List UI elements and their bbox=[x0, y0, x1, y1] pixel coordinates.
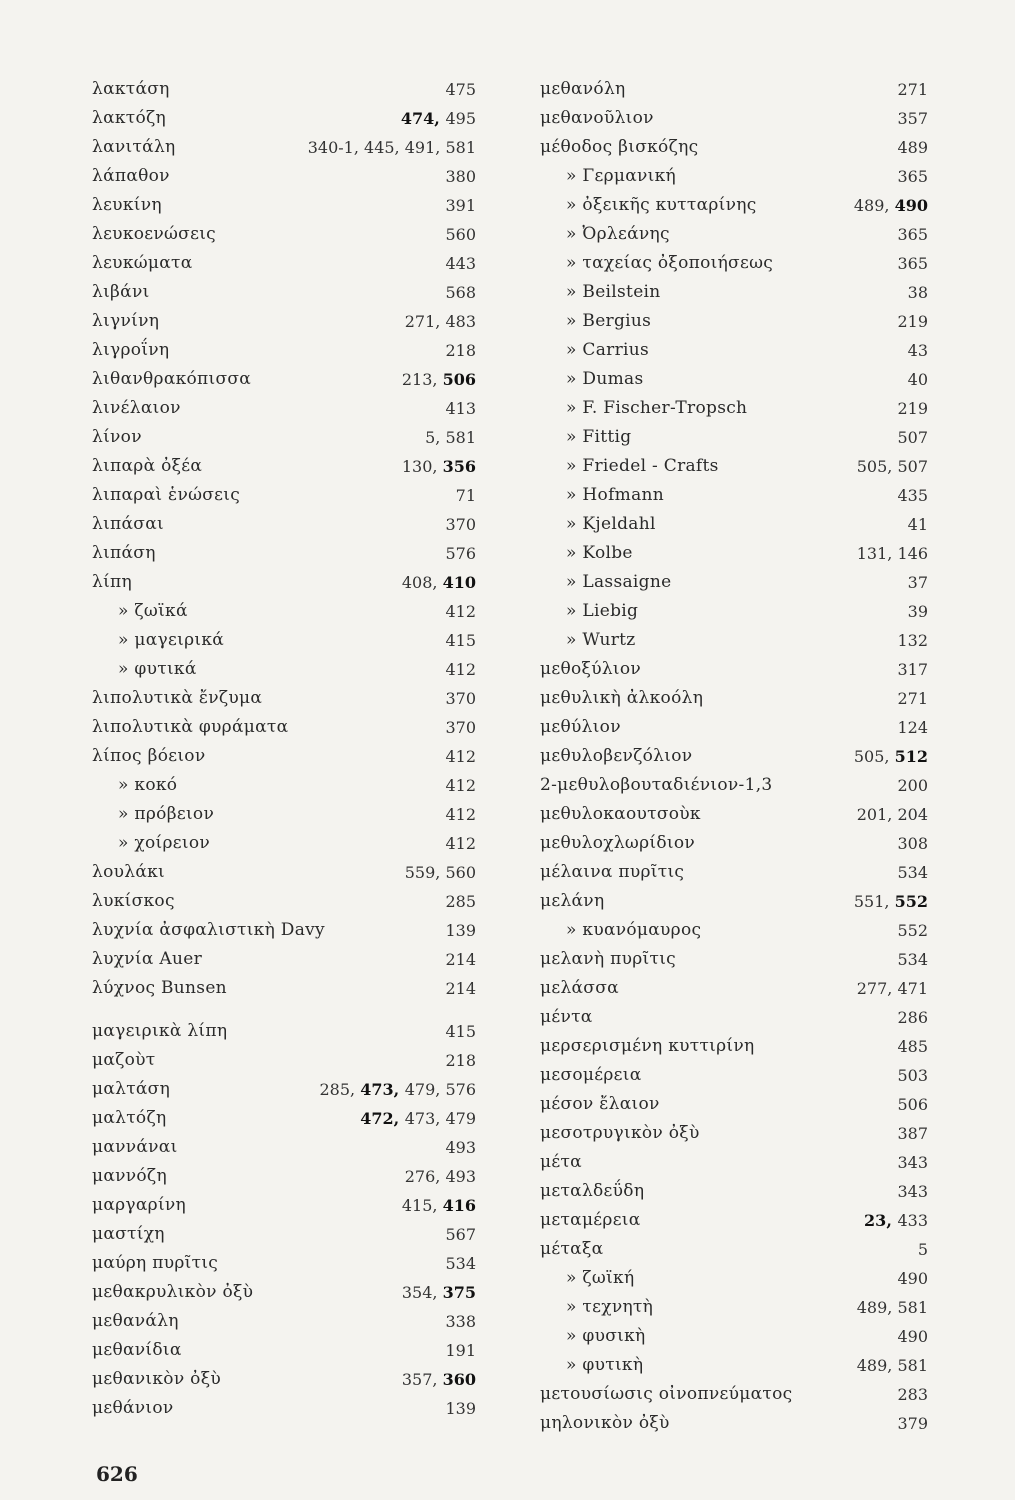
index-pages: 218 bbox=[445, 1051, 476, 1070]
index-pages: 41 bbox=[907, 515, 928, 534]
index-pages: 485 bbox=[897, 1037, 928, 1056]
index-entry bbox=[92, 795, 476, 824]
index-entry bbox=[540, 911, 928, 940]
index-term: μηλονικὸν ὀξὺ bbox=[540, 1413, 670, 1433]
index-term: » Beilstein bbox=[566, 282, 661, 302]
index-entry bbox=[540, 1085, 928, 1114]
index-entry bbox=[540, 447, 928, 476]
index-pages: 560 bbox=[445, 225, 476, 244]
index-pages: 489, 490 bbox=[853, 196, 928, 215]
index-term: μεθακρυλικὸν ὀξὺ bbox=[92, 1282, 254, 1302]
index-pages: 218 bbox=[445, 341, 476, 360]
index-entry bbox=[540, 969, 928, 998]
index-entry bbox=[540, 505, 928, 534]
index-term: λίπη bbox=[92, 572, 132, 592]
index-term: λύχνος Bunsen bbox=[92, 978, 227, 998]
index-term: λουλάκι bbox=[92, 862, 165, 882]
index-entry bbox=[540, 1346, 928, 1375]
index-term: μέσον ἔλαιον bbox=[540, 1094, 660, 1114]
index-term: μέθοδος βισκόζης bbox=[540, 137, 699, 157]
index-entry bbox=[92, 563, 476, 592]
index-entry bbox=[540, 940, 928, 969]
index-term: μεθυλοκαουτσοὺκ bbox=[540, 804, 701, 824]
index-term: λιπαραὶ ἑνώσεις bbox=[92, 485, 241, 505]
index-term: μεταμέρεια bbox=[540, 1210, 641, 1230]
index-entry bbox=[540, 1143, 928, 1172]
index-term: μέντα bbox=[540, 1007, 593, 1027]
index-term: λευκώματα bbox=[92, 253, 193, 273]
index-entry bbox=[92, 737, 476, 766]
index-entry bbox=[92, 273, 476, 302]
index-entry bbox=[540, 679, 928, 708]
index-entry bbox=[540, 99, 928, 128]
index-term: λιπάση bbox=[92, 543, 156, 563]
index-entry bbox=[92, 853, 476, 882]
index-entry bbox=[540, 244, 928, 273]
index-pages: 131, 146 bbox=[856, 544, 928, 563]
index-pages: 200 bbox=[897, 776, 928, 795]
index-entry bbox=[540, 1259, 928, 1288]
index-entry bbox=[540, 128, 928, 157]
index-term: » ζωϊκά bbox=[118, 601, 188, 621]
index-term: μεθανικὸν ὀξὺ bbox=[92, 1369, 222, 1389]
index-entry bbox=[92, 447, 476, 476]
index-term: » Liebig bbox=[566, 601, 639, 621]
index-term: μέταξα bbox=[540, 1239, 604, 1259]
index-term: » φυτικὴ bbox=[566, 1355, 644, 1375]
index-term: » κυανόμαυρος bbox=[566, 920, 702, 940]
index-entry bbox=[92, 1389, 476, 1418]
index-term: μαύρη πυρῖτις bbox=[92, 1253, 219, 1273]
index-term: » Wurtz bbox=[566, 630, 636, 650]
index-pages: 365 bbox=[897, 254, 928, 273]
index-entry bbox=[92, 766, 476, 795]
index-pages: 505, 512 bbox=[853, 747, 928, 766]
index-pages: 413 bbox=[445, 399, 476, 418]
index-entry bbox=[540, 1317, 928, 1346]
index-entry bbox=[92, 186, 476, 215]
index-pages: 489 bbox=[897, 138, 928, 157]
index-entry bbox=[540, 186, 928, 215]
index-pages: 534 bbox=[897, 863, 928, 882]
index-entry bbox=[92, 1215, 476, 1244]
index-pages: 43 bbox=[907, 341, 928, 360]
index-pages: 271 bbox=[897, 80, 928, 99]
index-pages: 559, 560 bbox=[404, 863, 476, 882]
index-pages: 551, 552 bbox=[853, 892, 928, 911]
index-pages: 139 bbox=[445, 1399, 476, 1418]
index-entry bbox=[92, 99, 476, 128]
index-pages: 435 bbox=[897, 486, 928, 505]
index-pages: 40 bbox=[907, 370, 928, 389]
index-term: » μαγειρικά bbox=[118, 630, 225, 650]
index-term: μέτα bbox=[540, 1152, 582, 1172]
index-term: 2-μεθυλοβουταδιένιον-1,3 bbox=[540, 775, 773, 795]
index-entry bbox=[540, 157, 928, 186]
index-pages: 338 bbox=[445, 1312, 476, 1331]
index-entry bbox=[92, 534, 476, 563]
index-pages: 343 bbox=[897, 1153, 928, 1172]
index-pages: 443 bbox=[445, 254, 476, 273]
index-entry bbox=[540, 1056, 928, 1085]
index-entry bbox=[540, 650, 928, 679]
index-entry bbox=[92, 1070, 476, 1099]
index-term: μεθανόλη bbox=[540, 79, 626, 99]
index-entry bbox=[92, 215, 476, 244]
index-pages: 370 bbox=[445, 689, 476, 708]
index-pages: 343 bbox=[897, 1182, 928, 1201]
index-pages: 357, 360 bbox=[401, 1370, 476, 1389]
index-entry bbox=[540, 360, 928, 389]
index-term: μαργαρίνη bbox=[92, 1195, 187, 1215]
index-entry bbox=[540, 824, 928, 853]
index-pages: 415, 416 bbox=[401, 1196, 476, 1215]
index-term: » κοκό bbox=[118, 775, 178, 795]
index-term: » Hofmann bbox=[566, 485, 665, 505]
index-term: λιπαρὰ ὀξέα bbox=[92, 456, 203, 476]
index-term: λιθανθρακόπισσα bbox=[92, 369, 252, 389]
index-pages: 37 bbox=[907, 573, 928, 592]
index-pages: 534 bbox=[897, 950, 928, 969]
index-term: λευκοενώσεις bbox=[92, 224, 216, 244]
index-pages: 308 bbox=[897, 834, 928, 853]
index-term: μελανὴ πυρῖτις bbox=[540, 949, 676, 969]
index-term: λιβάνι bbox=[92, 282, 150, 302]
index-entry bbox=[92, 824, 476, 853]
index-entry bbox=[92, 1128, 476, 1157]
index-entry bbox=[540, 273, 928, 302]
index-pages: 285 bbox=[445, 892, 476, 911]
index-term: » Bergius bbox=[566, 311, 652, 331]
index-pages: 38 bbox=[907, 283, 928, 302]
index-pages: 219 bbox=[897, 312, 928, 331]
index-entry bbox=[540, 795, 928, 824]
index-entry bbox=[540, 708, 928, 737]
index-entry bbox=[92, 592, 476, 621]
index-entry bbox=[540, 331, 928, 360]
index-entry bbox=[540, 1201, 928, 1230]
index-term: λιπολυτικὰ ἔνζυμα bbox=[92, 688, 263, 708]
index-term: μαλτόζη bbox=[92, 1108, 167, 1128]
index-pages: 507 bbox=[897, 428, 928, 447]
index-entry bbox=[540, 1114, 928, 1143]
index-entry bbox=[92, 1099, 476, 1128]
index-term: μεθανίδια bbox=[92, 1340, 182, 1360]
index-pages: 472, 473, 479 bbox=[360, 1109, 476, 1128]
index-pages: 277, 471 bbox=[856, 979, 928, 998]
index-entry bbox=[540, 215, 928, 244]
index-entry bbox=[92, 911, 476, 940]
index-pages: 132 bbox=[897, 631, 928, 650]
index-term: λιπολυτικὰ φυράματα bbox=[92, 717, 289, 737]
index-pages: 503 bbox=[897, 1066, 928, 1085]
index-pages: 276, 493 bbox=[404, 1167, 476, 1186]
index-entry bbox=[92, 882, 476, 911]
index-pages: 567 bbox=[445, 1225, 476, 1244]
index-term: λακτόζη bbox=[92, 108, 167, 128]
index-entry bbox=[92, 1302, 476, 1331]
index-pages: 139 bbox=[445, 921, 476, 940]
index-pages: 271 bbox=[897, 689, 928, 708]
index-entry bbox=[540, 302, 928, 331]
index-pages: 489, 581 bbox=[856, 1298, 928, 1317]
index-pages: 357 bbox=[897, 109, 928, 128]
index-pages: 412 bbox=[445, 776, 476, 795]
index-pages: 534 bbox=[445, 1254, 476, 1273]
index-pages: 23, 433 bbox=[864, 1211, 928, 1230]
index-term: λακτάση bbox=[92, 79, 170, 99]
index-term: μεθάνιον bbox=[92, 1398, 174, 1418]
index-entry bbox=[540, 534, 928, 563]
index-term: μεθοξύλιον bbox=[540, 659, 642, 679]
index-pages: 214 bbox=[445, 950, 476, 969]
index-term: λυκίσκος bbox=[92, 891, 175, 911]
index-term: μεθυλοχλωρίδιον bbox=[540, 833, 696, 853]
index-term: » Fittig bbox=[566, 427, 632, 447]
index-pages: 286 bbox=[897, 1008, 928, 1027]
index-term: μαζοὺτ bbox=[92, 1050, 156, 1070]
index-term: » F. Fischer-Tropsch bbox=[566, 398, 748, 418]
index-entry bbox=[540, 418, 928, 447]
index-pages: 493 bbox=[445, 1138, 476, 1157]
index-entry bbox=[540, 737, 928, 766]
index-pages: 201, 204 bbox=[856, 805, 928, 824]
page-number: 626 bbox=[96, 1462, 138, 1486]
index-term: μαστίχη bbox=[92, 1224, 165, 1244]
index-term: μεθυλικὴ ἀλκοόλη bbox=[540, 688, 704, 708]
index-entry bbox=[92, 418, 476, 447]
index-term: λιγνίνη bbox=[92, 311, 160, 331]
index-pages: 490 bbox=[897, 1327, 928, 1346]
index-term: μαλτάση bbox=[92, 1079, 171, 1099]
index-entry bbox=[92, 679, 476, 708]
index-term: » Dumas bbox=[566, 369, 644, 389]
index-pages: 506 bbox=[897, 1095, 928, 1114]
index-entry bbox=[92, 157, 476, 186]
index-term: λάπαθον bbox=[92, 166, 170, 186]
index-entry bbox=[92, 128, 476, 157]
index-pages: 317 bbox=[897, 660, 928, 679]
index-term: » φυσικὴ bbox=[566, 1326, 646, 1346]
index-term: » Friedel - Crafts bbox=[566, 456, 719, 476]
index-term: μερσερισμένη κυττιρίνη bbox=[540, 1036, 755, 1056]
index-pages: 39 bbox=[907, 602, 928, 621]
index-entry bbox=[92, 650, 476, 679]
index-pages: 365 bbox=[897, 167, 928, 186]
index-term: » τεχνητὴ bbox=[566, 1297, 654, 1317]
index-entry bbox=[540, 1288, 928, 1317]
index-pages: 387 bbox=[897, 1124, 928, 1143]
index-entry bbox=[540, 592, 928, 621]
index-pages: 412 bbox=[445, 602, 476, 621]
index-term: μαννόζη bbox=[92, 1166, 167, 1186]
index-pages: 505, 507 bbox=[856, 457, 928, 476]
index-term: μαγειρικὰ λίπη bbox=[92, 1021, 228, 1041]
index-pages: 576 bbox=[445, 544, 476, 563]
index-pages: 71 bbox=[455, 486, 476, 505]
index-term: » ὀξεικῆς κυτταρίνης bbox=[566, 195, 757, 215]
index-term: μεσοτρυγικὸν ὀξὺ bbox=[540, 1123, 700, 1143]
index-term: μελάνη bbox=[540, 891, 605, 911]
index-entry bbox=[540, 882, 928, 911]
index-pages: 475 bbox=[445, 80, 476, 99]
index-pages: 412 bbox=[445, 834, 476, 853]
index-entry bbox=[92, 244, 476, 273]
index-pages: 354, 375 bbox=[401, 1283, 476, 1302]
index-pages: 412 bbox=[445, 660, 476, 679]
index-term: » Kjeldahl bbox=[566, 514, 656, 534]
index-term: » φυτικά bbox=[118, 659, 197, 679]
index-entry bbox=[540, 621, 928, 650]
index-term: » Lassaigne bbox=[566, 572, 672, 592]
index-pages: 412 bbox=[445, 805, 476, 824]
index-entry bbox=[92, 621, 476, 650]
index-term: » Carrius bbox=[566, 340, 650, 360]
index-term: μετουσίωσις οἰνοπνεύματος bbox=[540, 1384, 793, 1404]
index-pages: 412 bbox=[445, 747, 476, 766]
index-term: μελάσσα bbox=[540, 978, 619, 998]
index-term: μέλαινα πυρῖτις bbox=[540, 862, 685, 882]
index-entry bbox=[92, 70, 476, 99]
index-entry bbox=[92, 1360, 476, 1389]
index-term: μεθύλιον bbox=[540, 717, 621, 737]
index-entry bbox=[92, 1273, 476, 1302]
index-entry bbox=[540, 766, 928, 795]
index-entry bbox=[92, 331, 476, 360]
index-pages: 5, 581 bbox=[425, 428, 476, 447]
index-term: λυχνία ἀσφαλιστικὴ Davy bbox=[92, 920, 325, 940]
index-entry bbox=[92, 1041, 476, 1070]
index-term: » πρόβειον bbox=[118, 804, 215, 824]
index-entry bbox=[92, 1331, 476, 1360]
index-pages: 214 bbox=[445, 979, 476, 998]
index-pages: 408, 410 bbox=[401, 573, 476, 592]
index-term: μεθανοῦλιον bbox=[540, 108, 654, 128]
index-pages: 391 bbox=[445, 196, 476, 215]
index-entry bbox=[540, 1375, 928, 1404]
index-term: λίπος βόειον bbox=[92, 746, 206, 766]
index-term: λίνον bbox=[92, 427, 142, 447]
index-term: μεθανάλη bbox=[92, 1311, 179, 1331]
index-entry bbox=[92, 476, 476, 505]
index-pages: 271, 483 bbox=[404, 312, 476, 331]
index-pages: 379 bbox=[897, 1414, 928, 1433]
index-term: λυχνία Auer bbox=[92, 949, 203, 969]
index-pages: 489, 581 bbox=[856, 1356, 928, 1375]
index-term: μεταλδεΰδη bbox=[540, 1181, 645, 1201]
index-pages: 213, 506 bbox=[401, 370, 476, 389]
index-entry bbox=[540, 476, 928, 505]
index-pages: 5 bbox=[917, 1240, 928, 1259]
index-pages: 365 bbox=[897, 225, 928, 244]
index-pages: 370 bbox=[445, 515, 476, 534]
index-entry bbox=[540, 389, 928, 418]
index-pages: 285, 473, 479, 576 bbox=[319, 1080, 476, 1099]
index-term: μαννάναι bbox=[92, 1137, 178, 1157]
index-entry bbox=[92, 360, 476, 389]
index-pages: 490 bbox=[897, 1269, 928, 1288]
index-term: » Kolbe bbox=[566, 543, 633, 563]
index-entry bbox=[540, 1404, 928, 1433]
index-entry bbox=[540, 563, 928, 592]
index-term: » ταχείας ὀξοποιήσεως bbox=[566, 253, 774, 273]
index-term: λινέλαιον bbox=[92, 398, 181, 418]
index-term: μεσομέρεια bbox=[540, 1065, 642, 1085]
index-term: λιπάσαι bbox=[92, 514, 164, 534]
index-term: » Ὀρλεάνης bbox=[566, 224, 670, 244]
index-pages: 474, 495 bbox=[400, 109, 476, 128]
index-entry bbox=[92, 708, 476, 737]
index-pages: 340-1, 445, 491, 581 bbox=[307, 138, 476, 157]
index-pages: 191 bbox=[445, 1341, 476, 1360]
index-term: » ζωϊκή bbox=[566, 1268, 635, 1288]
index-entry bbox=[540, 853, 928, 882]
index-entry bbox=[92, 1244, 476, 1273]
index-term: λανιτάλη bbox=[92, 137, 176, 157]
index-pages: 130, 356 bbox=[401, 457, 476, 476]
index-pages: 283 bbox=[897, 1385, 928, 1404]
index-pages: 552 bbox=[897, 921, 928, 940]
index-pages: 124 bbox=[897, 718, 928, 737]
index-term: λιγροΐνη bbox=[92, 340, 170, 360]
index-entry bbox=[92, 1012, 476, 1041]
index-term: λευκίνη bbox=[92, 195, 162, 215]
index-pages: 380 bbox=[445, 167, 476, 186]
index-entry bbox=[92, 1157, 476, 1186]
index-column-left bbox=[92, 70, 476, 1418]
index-entry bbox=[540, 1230, 928, 1259]
index-entry bbox=[540, 1172, 928, 1201]
index-entry bbox=[92, 969, 476, 998]
index-pages: 568 bbox=[445, 283, 476, 302]
index-entry bbox=[540, 998, 928, 1027]
index-entry bbox=[92, 302, 476, 331]
index-term: » Γερμανική bbox=[566, 166, 677, 186]
index-entry bbox=[92, 1186, 476, 1215]
index-entry bbox=[92, 940, 476, 969]
index-entry bbox=[92, 389, 476, 418]
index-pages: 370 bbox=[445, 718, 476, 737]
index-pages: 219 bbox=[897, 399, 928, 418]
index-entry bbox=[540, 1027, 928, 1056]
index-term: μεθυλοβενζόλιον bbox=[540, 746, 693, 766]
index-term: » χοίρειον bbox=[118, 833, 211, 853]
index-pages: 415 bbox=[445, 631, 476, 650]
index-entry bbox=[540, 70, 928, 99]
index-column-right bbox=[540, 70, 928, 1433]
index-pages: 415 bbox=[445, 1022, 476, 1041]
index-entry bbox=[92, 505, 476, 534]
